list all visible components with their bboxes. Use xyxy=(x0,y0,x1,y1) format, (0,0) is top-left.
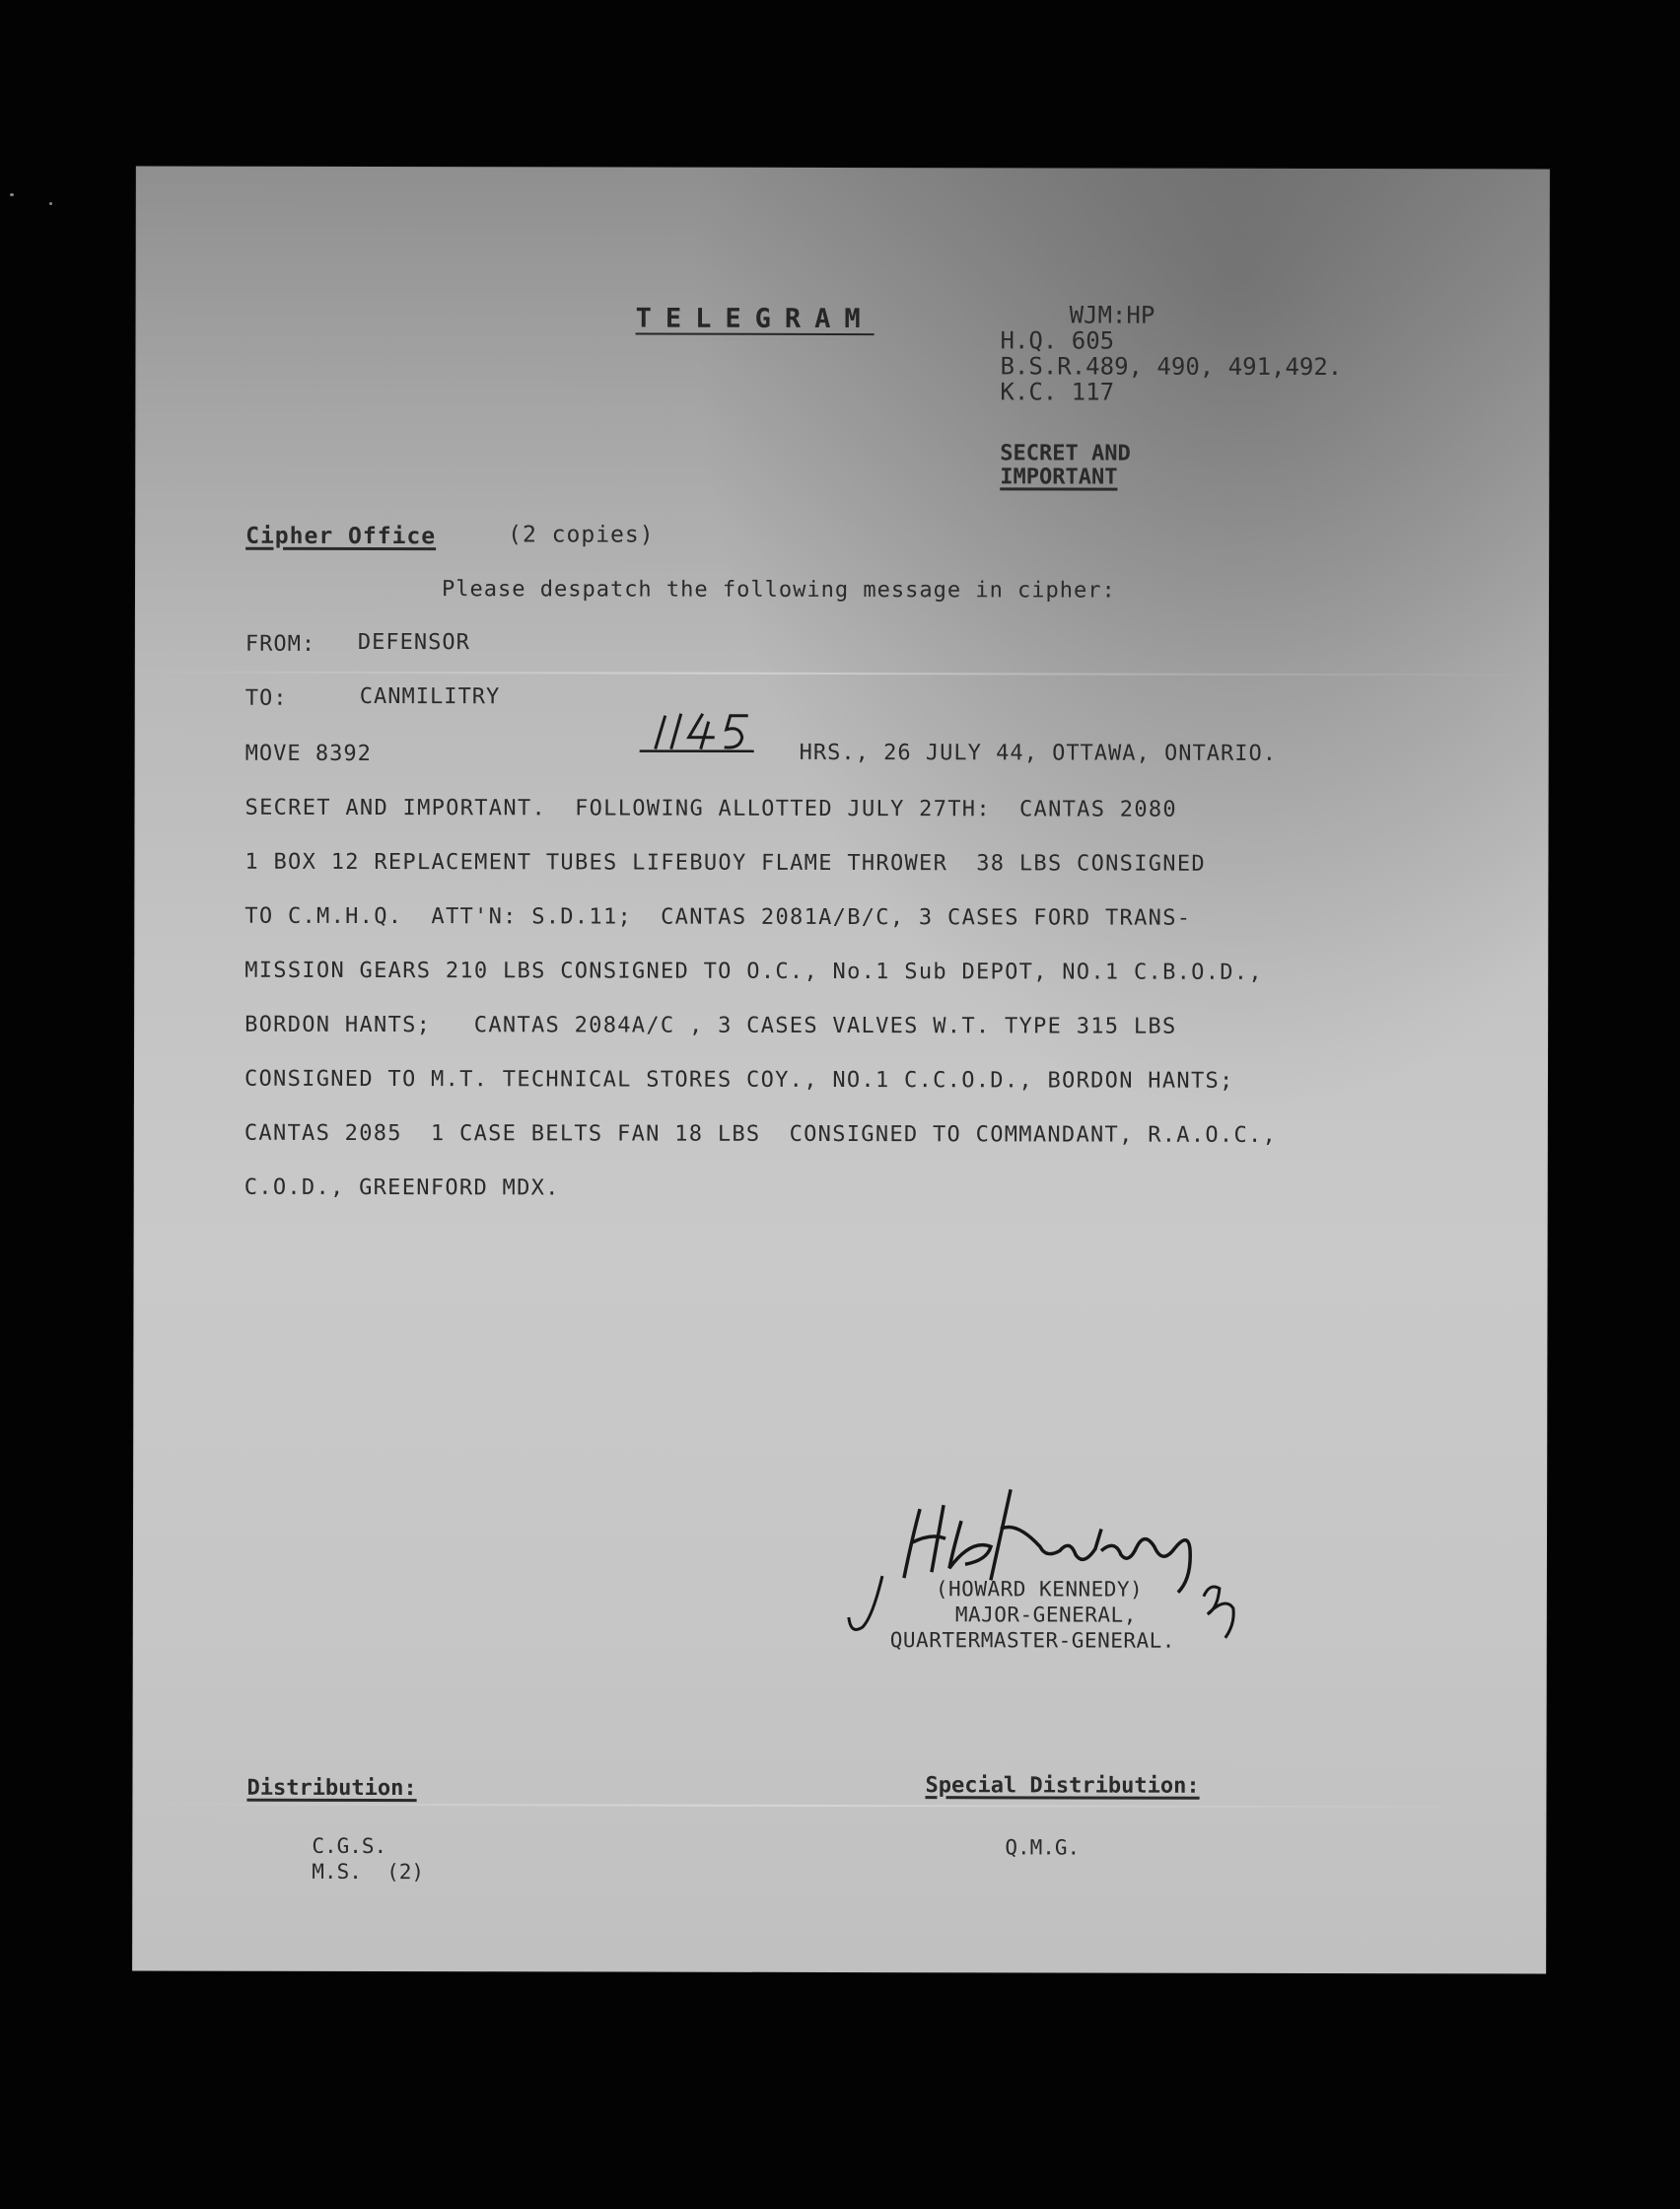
signatory-name: (HOWARD KENNEDY) xyxy=(935,1577,1144,1602)
special-distribution-label: Special Distribution: xyxy=(925,1773,1200,1799)
move-number: MOVE 8392 xyxy=(245,741,372,767)
special-distribution-list xyxy=(1005,1834,1080,1860)
instruction-line: Please despatch the following message in cipher: xyxy=(441,577,1116,604)
classification-stamp xyxy=(1000,442,1131,489)
dust-speck xyxy=(10,193,14,196)
distribution-label: Distribution: xyxy=(246,1775,417,1802)
from-label: FROM: xyxy=(245,631,316,657)
signatory-rank: MAJOR-GENERAL, xyxy=(954,1603,1137,1627)
message-line: 1 BOX 12 REPLACEMENT TUBES LIFEBUOY FLAME THROWER 38 LBS CONSIGNED xyxy=(245,849,1206,877)
distribution-list xyxy=(312,1833,424,1885)
telegram-page xyxy=(132,167,1550,1974)
fold-crease xyxy=(132,1803,1546,1808)
reference-line: B.S.R.489, 490, 491,492. xyxy=(1000,352,1343,382)
message-line: CANTAS 2085 1 CASE BELTS FAN 18 LBS CONSIGNED TO COMMANDANT, R.A.O.C., xyxy=(244,1120,1278,1148)
dust-speck xyxy=(49,202,52,205)
signatory-title: QUARTERMASTER-GENERAL. xyxy=(889,1628,1175,1653)
telegram-title: TELEGRAM xyxy=(635,303,875,335)
fold-crease xyxy=(135,671,1549,676)
message-line: CONSIGNED TO M.T. TECHNICAL STORES COY., NO.1 C.C.O.D., BORDON HANTS; xyxy=(244,1066,1234,1094)
reference-block xyxy=(1000,302,1342,405)
cipher-office-label: Cipher Office xyxy=(245,523,437,550)
message-line: C.O.D., GREENFORD MDX. xyxy=(244,1175,560,1201)
from-value: DEFENSOR xyxy=(357,629,470,656)
reference-line: WJM:HP xyxy=(1069,301,1155,329)
copies-note: (2 copies) xyxy=(508,522,655,548)
to-label: TO: xyxy=(245,685,288,711)
to-value: CANMILITRY xyxy=(359,683,501,710)
classification-line: SECRET AND xyxy=(1000,441,1131,466)
classification-line: IMPORTANT xyxy=(1000,464,1118,490)
distribution-item: M.S. (2) xyxy=(312,1859,425,1885)
reference-line: H.Q. 605 xyxy=(1000,326,1115,355)
reference-line: K.C. 117 xyxy=(1000,378,1115,406)
message-line: MISSION GEARS 210 LBS CONSIGNED TO O.C., No.1 Sub DEPOT, NO.1 C.B.O.D., xyxy=(245,958,1263,985)
handwritten-signature xyxy=(843,1469,1296,1687)
handwritten-time xyxy=(638,708,756,761)
message-line: TO C.M.H.Q. ATT'N: S.D.11; CANTAS 2081A/B/C, 3 CASES FORD TRANS- xyxy=(245,903,1192,931)
distribution-item: C.G.S. xyxy=(312,1833,387,1859)
message-line: SECRET AND IMPORTANT. FOLLOWING ALLOTTED JULY 27TH: CANTAS 2080 xyxy=(245,795,1178,822)
special-distribution-item: Q.M.G. xyxy=(1005,1835,1081,1860)
datetime-place: HRS., 26 JULY 44, OTTAWA, ONTARIO. xyxy=(799,740,1278,766)
message-line: BORDON HANTS; CANTAS 2084A/C , 3 CASES VALVES W.T. TYPE 315 LBS xyxy=(245,1012,1177,1039)
